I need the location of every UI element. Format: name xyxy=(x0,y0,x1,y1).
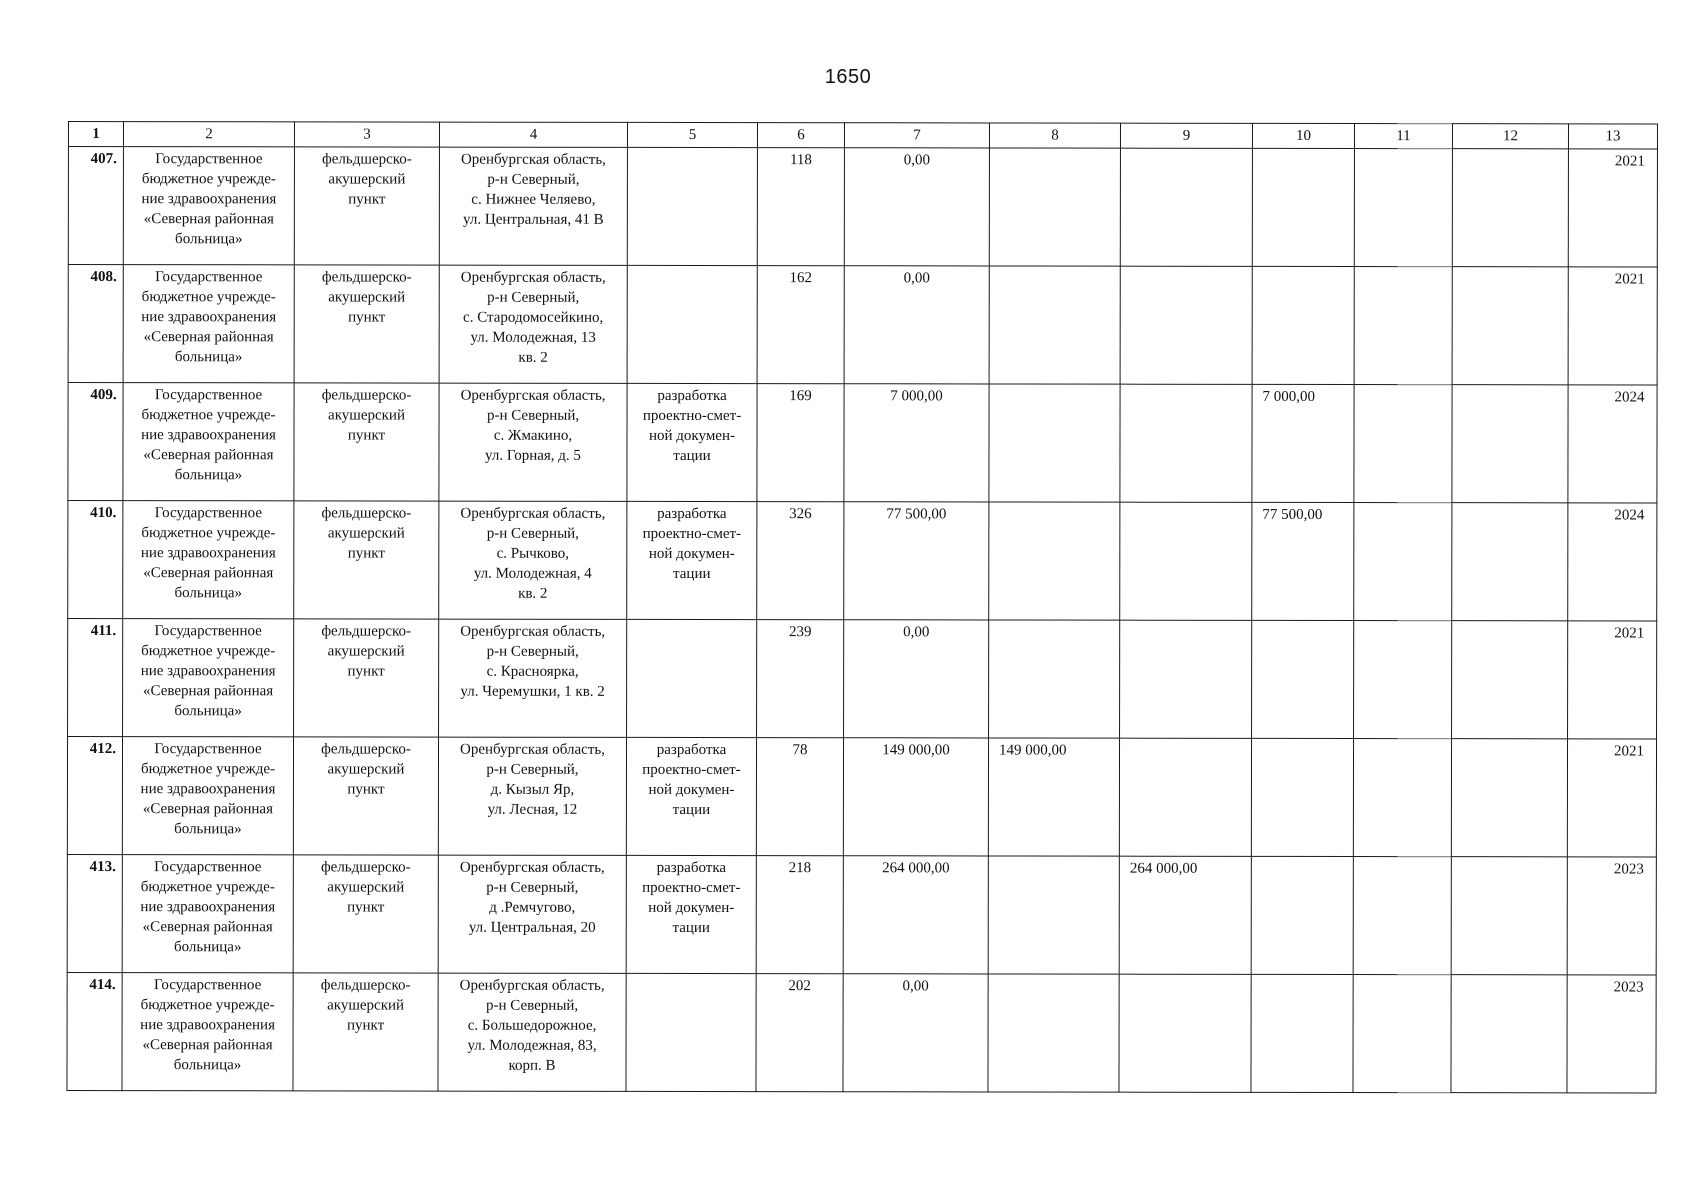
facility-type-line: фельдшерско- xyxy=(321,623,412,640)
cell-col-6: 218 xyxy=(756,856,843,974)
facility-address-line: р-н Северный, xyxy=(486,525,579,542)
facility-type-line: акушерский xyxy=(327,879,405,896)
table-body xyxy=(67,147,1657,1093)
organization-name-line: Государственное xyxy=(153,977,262,994)
row-number: 411. xyxy=(68,619,123,737)
work-type-line: ной докумен- xyxy=(648,545,735,563)
work-type xyxy=(627,501,757,619)
facility-address-line: Оренбургская область, xyxy=(460,623,606,640)
cell-col-8: 149 000,00 xyxy=(988,738,1119,856)
cell-col-6: 162 xyxy=(757,266,844,384)
organization-name-line: больница» xyxy=(174,585,243,602)
column-header: 3 xyxy=(294,122,439,147)
work-type-line: ной докумен- xyxy=(648,427,736,445)
column-header: 1 xyxy=(68,122,123,147)
table-row xyxy=(68,383,1657,503)
cell-col-13: 2023 xyxy=(1567,857,1656,975)
facility-type-line: фельдшерско- xyxy=(322,151,412,168)
facility-type-line: акушерский xyxy=(327,761,405,778)
column-header: 9 xyxy=(1120,123,1252,148)
cell-col-13: 2021 xyxy=(1568,149,1657,267)
organization-name-line: «Северная районная xyxy=(142,919,273,936)
cell-col-11 xyxy=(1353,857,1451,975)
facility-address-line: ул. Молодежная, 4 xyxy=(473,565,592,582)
facility-type-line: акушерский xyxy=(327,643,405,660)
organization-name-line: Государственное xyxy=(154,505,263,522)
facility-address-line: Оренбургская область, xyxy=(460,741,606,758)
organization-name-line: бюджетное учрежде- xyxy=(140,879,275,896)
column-header: 4 xyxy=(439,122,627,147)
organization-name-line: «Северная районная xyxy=(143,329,274,346)
row-number: 409. xyxy=(68,383,123,501)
facility-address-line: с. Рычково, xyxy=(496,545,570,562)
facility-type-line: фельдшерско- xyxy=(320,977,411,994)
column-header: 2 xyxy=(123,122,294,147)
organization-name-line: Государственное xyxy=(155,269,263,286)
cell-col-13: 2021 xyxy=(1568,267,1657,385)
facility-type xyxy=(294,501,439,619)
cell-col-7: 0,00 xyxy=(844,620,989,738)
organization-name xyxy=(122,737,293,855)
cell-col-13: 2024 xyxy=(1568,385,1657,503)
facility-address xyxy=(439,265,627,383)
cell-col-12 xyxy=(1452,621,1568,739)
organization-name-line: ние здравоохранения xyxy=(140,1017,275,1034)
facility-type-line: фельдшерско- xyxy=(321,741,411,758)
facility-address xyxy=(438,737,626,855)
table-row xyxy=(68,501,1657,621)
facility-address xyxy=(438,855,626,973)
facility-type xyxy=(293,973,438,1091)
organization-name-line: «Северная районная xyxy=(143,447,274,464)
column-number-row xyxy=(68,122,1657,149)
facility-address-line: Оренбургская область, xyxy=(460,505,606,522)
facility-address-line: с. Жмакино, xyxy=(493,427,573,444)
facility-type xyxy=(294,147,439,265)
facility-type-line: пункт xyxy=(348,191,386,208)
work-type-line: разработка xyxy=(656,741,727,759)
facility-address xyxy=(439,619,627,737)
cell-col-10: 7 000,00 xyxy=(1252,384,1354,502)
cell-col-11 xyxy=(1354,267,1452,385)
work-type-line: тации xyxy=(673,447,711,465)
work-type-line: разработка xyxy=(657,505,727,523)
cell-col-6: 78 xyxy=(756,738,843,856)
facility-type-line: фельдшерско- xyxy=(321,269,412,286)
facility-address-line: ул. Центральная, 20 xyxy=(468,919,596,936)
organization-name-line: бюджетное учрежде- xyxy=(141,525,276,542)
facility-address-line: с. Стародомосейкино, xyxy=(463,309,604,326)
column-header: 7 xyxy=(844,123,989,148)
cell-col-6: 202 xyxy=(756,974,843,1092)
organization-name-line: Государственное xyxy=(154,387,263,404)
work-type-line: разработка xyxy=(656,859,727,877)
row-number: 414. xyxy=(67,972,122,1090)
cell-col-9 xyxy=(1119,974,1251,1092)
column-header: 11 xyxy=(1354,124,1452,149)
organization-name xyxy=(122,855,293,973)
cell-col-13: 2023 xyxy=(1567,975,1656,1093)
organization-name-line: ние здравоохранения xyxy=(141,427,276,444)
cell-col-9 xyxy=(1120,148,1252,266)
organization-name-line: ние здравоохранения xyxy=(141,309,277,326)
cell-col-7: 149 000,00 xyxy=(843,738,988,856)
column-header: 6 xyxy=(757,123,844,148)
table-row xyxy=(68,619,1657,739)
facility-type xyxy=(294,619,439,737)
facility-address-line: Оренбургская область, xyxy=(459,977,605,994)
organization-name-line: бюджетное учрежде- xyxy=(140,997,275,1014)
work-type xyxy=(627,265,757,383)
cell-col-7: 0,00 xyxy=(844,148,989,266)
facility-type-line: акушерский xyxy=(328,289,406,306)
facility-address-line: ул. Черемушки, 1 кв. 2 xyxy=(460,683,605,700)
facility-type-line: пункт xyxy=(347,663,385,680)
work-type xyxy=(626,973,756,1091)
facility-address-line: ул. Центральная, 41 В xyxy=(463,211,604,228)
facility-address-line: кв. 2 xyxy=(518,585,548,602)
facility-address-line: корп. В xyxy=(508,1057,556,1074)
organization-name-line: больница» xyxy=(174,349,243,366)
organization-name-line: «Северная районная xyxy=(143,565,274,582)
work-type xyxy=(626,737,756,855)
organization-name-line: бюджетное учрежде- xyxy=(141,643,276,660)
facility-address-line: р-н Северный, xyxy=(487,289,580,306)
cell-col-11 xyxy=(1354,503,1452,621)
facility-address-line: р-н Северный, xyxy=(487,171,580,188)
facility-address-line: Оренбургская область, xyxy=(460,269,606,286)
facility-address xyxy=(439,501,627,619)
facility-address-line: кв. 2 xyxy=(518,349,548,366)
organization-name-line: «Северная районная xyxy=(143,211,274,228)
organization-name-line: бюджетное учрежде- xyxy=(140,761,276,778)
facility-address-line: р-н Северный, xyxy=(486,879,579,896)
organization-name xyxy=(123,265,294,383)
row-number: 413. xyxy=(67,854,122,972)
work-type xyxy=(626,855,756,973)
table-row xyxy=(68,265,1657,385)
cell-col-8 xyxy=(989,266,1120,384)
row-number: 408. xyxy=(68,265,123,383)
row-number: 412. xyxy=(67,737,122,855)
organization-name-line: больница» xyxy=(175,231,243,248)
organization-name xyxy=(122,973,293,1091)
work-type xyxy=(627,147,757,265)
organization-name-line: ние здравоохранения xyxy=(141,191,277,208)
cell-col-10 xyxy=(1251,856,1353,974)
work-type-line: проектно-смет- xyxy=(642,525,742,543)
cell-col-9 xyxy=(1119,738,1251,856)
facility-address-line: р-н Северный, xyxy=(486,997,579,1014)
cell-col-8 xyxy=(989,620,1120,738)
facility-address-line: р-н Северный, xyxy=(486,643,579,660)
facility-address-line: Оренбургская область, xyxy=(460,387,606,404)
facility-address-line: с. Нижнее Челяево, xyxy=(471,191,596,208)
cell-col-11 xyxy=(1353,975,1451,1093)
column-header: 8 xyxy=(989,123,1120,148)
cell-col-10 xyxy=(1252,266,1354,384)
cell-col-8 xyxy=(988,974,1119,1092)
cell-col-12 xyxy=(1451,975,1567,1093)
facility-address xyxy=(438,973,626,1091)
organization-name-line: Государственное xyxy=(154,741,262,758)
organization-name-line: больница» xyxy=(173,939,242,956)
facility-type-line: пункт xyxy=(348,309,386,326)
work-type xyxy=(627,383,757,501)
organization-name-line: бюджетное учрежде- xyxy=(141,171,276,188)
work-type-line: тации xyxy=(672,919,710,937)
cell-col-8 xyxy=(988,856,1119,974)
organization-name-line: больница» xyxy=(173,1057,242,1074)
facility-address-line: Оренбургская область, xyxy=(459,859,605,876)
cell-col-11 xyxy=(1354,621,1452,739)
cell-col-6: 326 xyxy=(757,502,844,620)
cell-col-8 xyxy=(989,502,1120,620)
cell-col-8 xyxy=(989,148,1120,266)
organization-name-line: больница» xyxy=(174,821,242,838)
cell-col-9: 264 000,00 xyxy=(1119,856,1251,974)
cell-col-12 xyxy=(1452,385,1568,503)
row-number: 407. xyxy=(68,147,123,265)
facility-address xyxy=(439,147,627,265)
facility-type-line: пункт xyxy=(347,427,386,444)
cell-col-7: 264 000,00 xyxy=(843,856,988,974)
cell-col-11 xyxy=(1354,385,1452,503)
cell-col-9 xyxy=(1120,266,1252,384)
work-type-line: разработка xyxy=(657,387,727,405)
organization-name xyxy=(123,619,294,737)
organization-name xyxy=(123,383,294,501)
row-number: 410. xyxy=(68,501,123,619)
organization-name-line: ние здравоохранения xyxy=(140,781,276,798)
document-table xyxy=(66,121,1658,1093)
work-type-line: тации xyxy=(673,565,711,583)
facility-address xyxy=(439,383,627,501)
cell-col-12 xyxy=(1452,267,1568,385)
cell-col-7: 0,00 xyxy=(843,974,988,1092)
organization-name xyxy=(123,501,294,619)
organization-name-line: ние здравоохранения xyxy=(140,899,276,916)
cell-col-13: 2021 xyxy=(1568,621,1657,739)
facility-type-line: фельдшерско- xyxy=(321,387,412,404)
facility-address-line: ул. Молодежная, 83, xyxy=(467,1037,597,1054)
facility-type-line: акушерский xyxy=(327,525,405,542)
facility-type-line: пункт xyxy=(346,1017,385,1034)
cell-col-10 xyxy=(1251,974,1353,1092)
cell-col-12 xyxy=(1452,149,1568,267)
facility-type xyxy=(294,265,439,383)
cell-col-9 xyxy=(1120,620,1252,738)
facility-address-line: ул. Горная, д. 5 xyxy=(485,447,581,464)
facility-address-line: с. Большедорожное, xyxy=(467,1017,597,1034)
cell-col-9 xyxy=(1120,384,1252,502)
facility-type xyxy=(293,737,438,855)
organization-name-line: больница» xyxy=(174,703,242,720)
column-header: 5 xyxy=(627,122,757,147)
work-type-line: проектно-смет- xyxy=(642,407,742,425)
facility-address-line: с. Красноярка, xyxy=(486,663,579,680)
facility-address-line: р-н Северный, xyxy=(486,407,580,424)
organization-name-line: «Северная районная xyxy=(142,1037,273,1054)
organization-name xyxy=(123,147,294,265)
work-type-line: проектно-смет- xyxy=(642,879,741,897)
cell-col-6: 239 xyxy=(757,620,844,738)
table-row xyxy=(67,854,1656,974)
facility-address-line: ул. Молодежная, 13 xyxy=(470,329,596,346)
facility-type-line: акушерский xyxy=(328,171,406,188)
work-type-line: проектно-смет- xyxy=(642,761,741,779)
facility-address-line: р-н Северный, xyxy=(486,761,579,778)
cell-col-10: 77 500,00 xyxy=(1252,502,1354,620)
work-type-line: ной докумен- xyxy=(648,899,735,917)
facility-address-line: Оренбургская область, xyxy=(460,151,606,168)
facility-type-line: фельдшерско- xyxy=(321,505,412,522)
cell-col-12 xyxy=(1451,857,1567,975)
organization-name-line: бюджетное учрежде- xyxy=(141,407,276,424)
facility-type xyxy=(294,383,439,501)
organization-name-line: больница» xyxy=(174,467,243,484)
table-row xyxy=(67,972,1656,1092)
facility-type-line: фельдшерско- xyxy=(320,859,411,876)
column-header: 13 xyxy=(1568,124,1657,149)
cell-col-13: 2021 xyxy=(1567,739,1656,857)
cell-col-7: 7 000,00 xyxy=(844,384,989,502)
cell-col-11 xyxy=(1353,739,1451,857)
facility-type-line: пункт xyxy=(347,545,385,562)
facility-type xyxy=(293,855,438,973)
facility-type-line: пункт xyxy=(347,781,385,798)
work-type-line: тации xyxy=(672,801,711,819)
facility-address-line: ул. Лесная, 12 xyxy=(487,801,578,818)
cell-col-7: 0,00 xyxy=(844,266,989,384)
organization-name-line: Государственное xyxy=(155,151,263,168)
cell-col-10 xyxy=(1252,148,1354,266)
cell-col-10 xyxy=(1251,738,1353,856)
organization-name-line: бюджетное учрежде- xyxy=(141,289,276,306)
cell-col-9 xyxy=(1120,502,1252,620)
cell-col-12 xyxy=(1452,503,1568,621)
cell-col-7: 77 500,00 xyxy=(844,502,989,620)
organization-name-line: ние здравоохранения xyxy=(140,663,276,680)
cell-col-8 xyxy=(989,384,1120,502)
facility-type-line: акушерский xyxy=(327,997,405,1014)
cell-col-13: 2024 xyxy=(1568,503,1657,621)
facility-type-line: акушерский xyxy=(328,407,406,424)
facility-type-line: пункт xyxy=(347,899,385,916)
organization-name-line: «Северная районная xyxy=(143,683,274,700)
facility-address-line: д .Ремчугово, xyxy=(489,899,576,916)
cell-col-6: 118 xyxy=(757,148,844,266)
organization-name-line: Государственное xyxy=(154,623,262,640)
column-header: 10 xyxy=(1252,123,1354,148)
organization-name-line: Государственное xyxy=(154,859,262,876)
organization-name-line: ние здравоохранения xyxy=(140,545,276,562)
cell-col-12 xyxy=(1451,739,1567,857)
table-row xyxy=(68,147,1657,267)
facility-address-line: д. Кызыл Яр, xyxy=(490,781,575,798)
work-type-line: ной докумен- xyxy=(648,781,735,799)
work-type xyxy=(627,619,757,737)
cell-col-11 xyxy=(1354,149,1452,267)
organization-name-line: «Северная районная xyxy=(142,801,273,818)
cell-col-10 xyxy=(1252,620,1354,738)
cell-col-6: 169 xyxy=(757,384,844,502)
table-row xyxy=(67,737,1656,857)
column-header: 12 xyxy=(1452,124,1568,149)
page-number: 1650 xyxy=(824,66,872,88)
